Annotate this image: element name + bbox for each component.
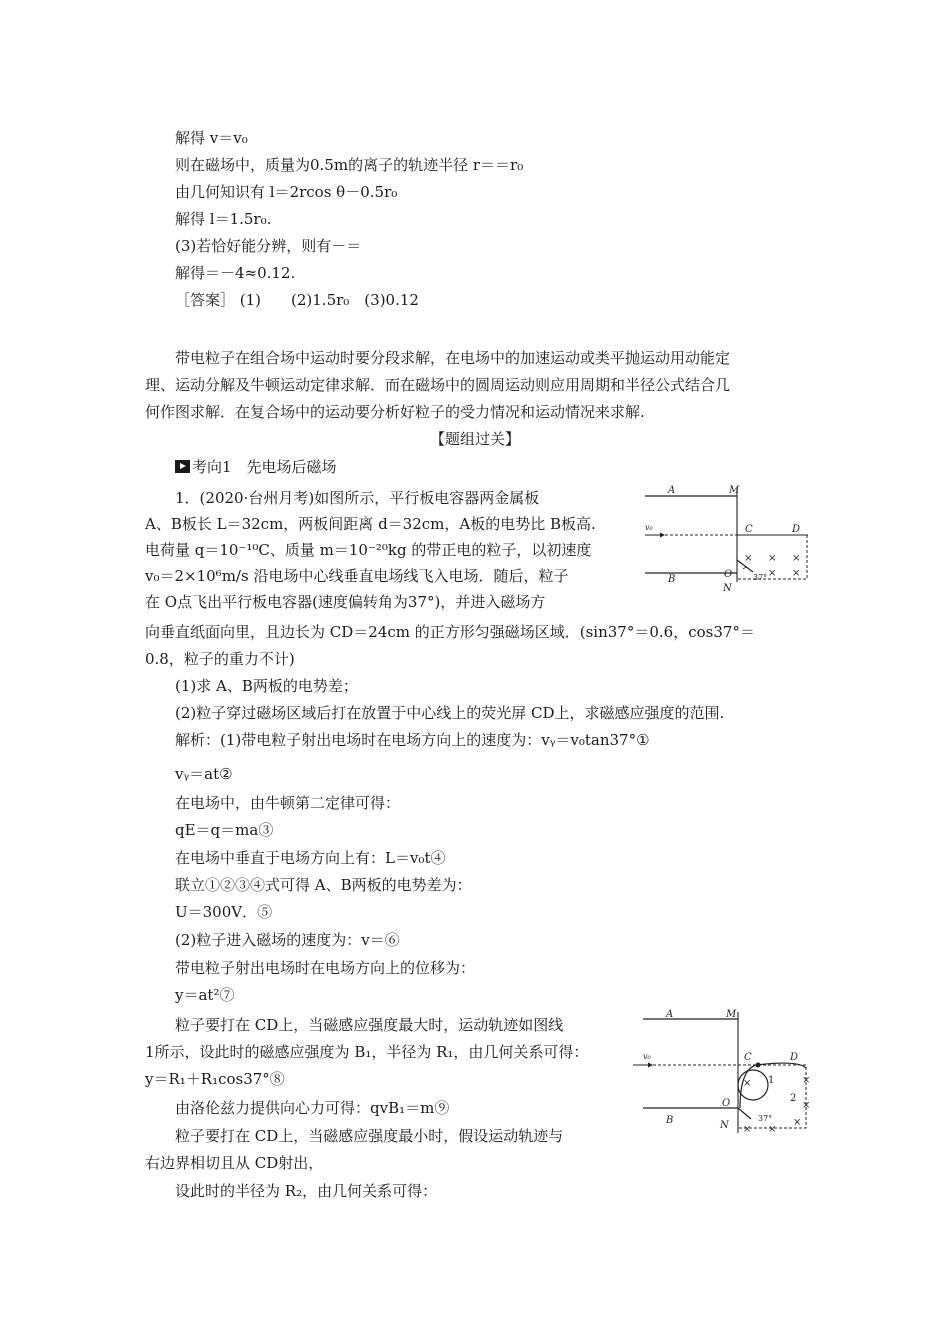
line-radius: 则在磁场中，质量为0.5m的离子的轨迹半径 r＝＝r₀ bbox=[175, 156, 524, 174]
solution-line-3: 在电场中，由牛顿第二定律可得： bbox=[175, 794, 401, 812]
figure-trajectory bbox=[628, 1008, 813, 1138]
line-part3: (3)若恰好能分辨，则有－＝ bbox=[175, 237, 362, 255]
figure-capacitor-field bbox=[640, 482, 815, 594]
solution-line-10: y＝at²⑦ bbox=[175, 986, 235, 1004]
field-x: × bbox=[792, 568, 801, 579]
question-part-1: (1)求 A、B两板的电势差； bbox=[175, 677, 358, 695]
particle-velocity bbox=[738, 1108, 751, 1119]
question-line-2: A、B板长 L＝32cm，两板间距离 d＝32cm，A板的电势比 B板高. bbox=[145, 515, 596, 533]
question-line-3: 电荷量 q＝10⁻¹⁰C、质量 m＝10⁻²⁰kg 的带正电的粒子，以初速度 bbox=[145, 541, 592, 559]
field-x: × bbox=[743, 1078, 752, 1089]
v0-arrowhead bbox=[660, 533, 665, 538]
question-line-5: 在 O点飞出平行板电容器(速度偏转角为37°)，并进入磁场方 bbox=[145, 593, 546, 611]
label-b: B bbox=[668, 574, 676, 585]
label-angle: 37° bbox=[753, 573, 768, 582]
line-geometry: 由几何知识有 l＝2rcos θ－0.5r₀ bbox=[175, 183, 398, 201]
label-a: A bbox=[668, 485, 676, 496]
exit-point bbox=[756, 1063, 761, 1068]
summary-line-1: 带电粒子在组合场中运动时要分段求解，在电场中的加速运动或类平抛运动用动能定 bbox=[175, 349, 731, 367]
label-a: A bbox=[666, 1009, 674, 1020]
field-x: × bbox=[744, 553, 753, 564]
field-x: × bbox=[768, 568, 777, 579]
line-solve-ratio: 解得＝－4≈0.12. bbox=[175, 264, 296, 282]
label-n: N bbox=[723, 583, 732, 594]
v0-arrowhead bbox=[648, 1063, 653, 1068]
kaoxiang-label: 考向1 先电场后磁场 bbox=[192, 458, 337, 476]
label-angle: 37° bbox=[758, 1114, 773, 1123]
field-x: × bbox=[792, 553, 801, 564]
line-solve-l: 解得 l＝1.5r₀. bbox=[175, 210, 272, 228]
field-x: × bbox=[768, 553, 777, 564]
label-d: D bbox=[792, 524, 801, 535]
play-icon bbox=[175, 460, 190, 473]
field-x: × bbox=[802, 1075, 811, 1086]
solution-line-14: 由洛伦兹力提供向心力可得：qvB₁＝m⑨ bbox=[175, 1099, 450, 1117]
solution-line-9: 带电粒子射出电场时在电场方向上的位移为： bbox=[175, 959, 476, 977]
solution-line-7: U＝300V．⑤ bbox=[175, 903, 273, 921]
solution-line-1: 解析：(1)带电粒子射出电场时在电场方向上的速度为：vᵧ＝v₀tan37°① bbox=[175, 731, 650, 749]
label-m: M bbox=[729, 485, 740, 496]
label-d: D bbox=[790, 1052, 799, 1063]
solution-line-15: 粒子要打在 CD上，当磁感应强度最小时，假设运动轨迹与 bbox=[175, 1127, 564, 1145]
solution-line-13: y＝R₁＋R₁cos37°⑧ bbox=[145, 1070, 285, 1088]
summary-line-3: 何作图求解．在复合场中的运动要分析好粒子的受力情况和运动情况来求解. bbox=[145, 403, 645, 421]
label-n: N bbox=[720, 1120, 729, 1131]
solution-line-5: 在电场中垂直于电场方向上有：L＝v₀t④ bbox=[175, 849, 446, 867]
question-line-1: 1．(2020·台州月考)如图所示，平行板电容器两金属板 bbox=[175, 489, 540, 507]
label-v0: v₀ bbox=[643, 1052, 651, 1061]
solution-line-16: 右边界相切且从 CD射出， bbox=[145, 1154, 324, 1172]
label-v0: v₀ bbox=[645, 523, 653, 532]
question-line-4: v₀＝2×10⁶m/s 沿电场中心线垂直电场线飞入电场．随后，粒子 bbox=[145, 567, 569, 585]
label-trajectory-2: 2 bbox=[790, 1093, 797, 1104]
solution-line-11: 粒子要打在 CD上，当磁感应强度最大时，运动轨迹如图线 bbox=[175, 1016, 564, 1034]
label-c: C bbox=[744, 1052, 752, 1063]
label-c: C bbox=[745, 524, 753, 535]
label-m: M bbox=[726, 1009, 737, 1020]
question-line-7: 0.8，粒子的重力不计) bbox=[145, 650, 295, 668]
label-b: B bbox=[666, 1115, 674, 1126]
question-part-2: (2)粒子穿过磁场区域后打在放置于中心线上的荧光屏 CD上，求磁感应强度的范围. bbox=[175, 704, 725, 722]
section-title: 【题组过关】 bbox=[429, 430, 520, 448]
solution-line-4: qE＝q＝ma③ bbox=[175, 821, 274, 839]
field-x: × bbox=[768, 1124, 777, 1135]
solution-line-17: 设此时的半径为 R₂，由几何关系可得： bbox=[175, 1182, 438, 1200]
label-trajectory-1: 1 bbox=[768, 1075, 775, 1086]
label-o: O bbox=[724, 569, 733, 580]
question-line-6: 向垂直纸面向里，且边长为 CD＝24cm 的正方形匀强磁场区域．(sin37°＝0.6，cos37°＝ bbox=[145, 623, 755, 641]
solution-line-6: 联立①②③④式可得 A、B两板的电势差为： bbox=[175, 876, 472, 894]
line-solve-v: 解得 v＝v₀ bbox=[175, 129, 248, 147]
label-o: O bbox=[722, 1098, 731, 1109]
field-x: × bbox=[802, 1100, 811, 1111]
line-answer: ［答案］ (1) (2)1.5r₀ (3)0.12 bbox=[175, 291, 419, 309]
field-x: × bbox=[793, 1117, 802, 1128]
field-x: × bbox=[743, 1124, 752, 1135]
summary-line-2: 理、运动分解及牛顿运动定律求解．而在磁场中的圆周运动则应用周期和半径公式结合几 bbox=[145, 376, 731, 394]
angle-arc bbox=[743, 567, 747, 569]
solution-line-2: vᵧ＝at② bbox=[175, 765, 233, 783]
solution-line-12: 1所示，设此时的磁感应强度为 B₁，半径为 R₁，由几何关系可得： bbox=[145, 1043, 589, 1061]
kaoxiang-heading bbox=[175, 457, 337, 477]
solution-line-8: (2)粒子进入磁场的速度为：v＝⑥ bbox=[175, 931, 400, 949]
